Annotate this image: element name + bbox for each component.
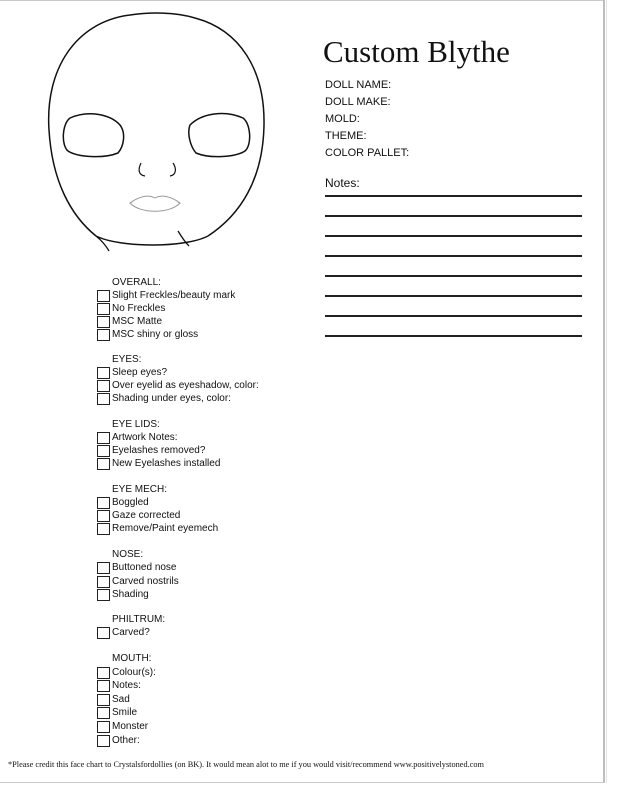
checklist-item-label: Artwork Notes: [112, 431, 178, 443]
checkbox[interactable] [97, 329, 110, 341]
doll-make-field: DOLL MAKE: [325, 96, 391, 108]
checklist-item[interactable] [97, 444, 205, 457]
checklist-item[interactable] [97, 575, 179, 588]
checklist-item-label: New Eyelashes installed [112, 457, 221, 469]
checkbox[interactable] [97, 367, 110, 379]
checklist-item-label: Boggled [112, 496, 149, 508]
mold-field: MOLD: [325, 113, 360, 125]
checkbox[interactable] [97, 667, 110, 679]
page-shadow-right [603, 0, 605, 783]
checklist-item-label: MSC Matte [112, 315, 163, 327]
notes-line [325, 215, 582, 217]
checkbox[interactable] [97, 735, 110, 747]
checkbox[interactable] [97, 380, 110, 392]
notes-label: Notes: [325, 176, 360, 190]
checklist-item[interactable] [97, 720, 148, 733]
checkbox[interactable] [97, 576, 110, 588]
credit-footer: *Please credit this face chart to Crystalsfordollies (on BK). It would mean alot to me if you would visit/recommend www.positivelystoned.com [8, 760, 484, 769]
checkbox[interactable] [97, 627, 110, 639]
checklist-item-label: Sad [112, 693, 130, 705]
checklist-item-label: Slight Freckles/beauty mark [112, 289, 236, 301]
checklist-item[interactable] [97, 522, 218, 535]
notes-line [325, 235, 582, 237]
checkbox[interactable] [97, 589, 110, 601]
checklist-item-label: Carved nostrils [112, 575, 179, 587]
doll-info-fields [325, 77, 409, 162]
theme-field: THEME: [325, 130, 367, 142]
section-heading-nose: NOSE: [112, 549, 144, 560]
checklist-item[interactable] [97, 679, 141, 692]
checklist-item[interactable] [97, 379, 259, 392]
checklist-item[interactable] [97, 366, 167, 379]
checklist-item-label: Carved? [112, 626, 150, 638]
notes-line [325, 315, 582, 317]
section-heading-eye-lids: EYE LIDS: [112, 419, 160, 430]
checklist-item-label: Remove/Paint eyemech [112, 522, 219, 534]
checkbox[interactable] [97, 497, 110, 509]
checkbox[interactable] [97, 458, 110, 470]
notes-line [325, 295, 582, 297]
section-heading-eyes: EYES: [112, 354, 142, 365]
notes-line [325, 255, 582, 257]
checklist-item[interactable] [97, 457, 220, 470]
checkbox[interactable] [97, 721, 110, 733]
customization-checklist [97, 0, 317, 760]
checklist-item[interactable] [97, 734, 140, 747]
checklist-item-label: Smile [112, 706, 138, 718]
checklist-item[interactable] [97, 509, 180, 522]
checklist-item[interactable] [97, 431, 178, 444]
checkbox[interactable] [97, 680, 110, 692]
checklist-item-label: Colour(s): [112, 666, 156, 678]
checklist-item-label: Gaze corrected [112, 509, 181, 521]
checklist-item[interactable] [97, 315, 162, 328]
checkbox[interactable] [97, 290, 110, 302]
checklist-item[interactable] [97, 666, 156, 679]
checklist-item[interactable] [97, 496, 149, 509]
page-title: Custom Blythe [323, 34, 510, 69]
section-heading-eye-mech: EYE MECH: [112, 484, 168, 495]
checkbox[interactable] [97, 510, 110, 522]
checklist-item[interactable] [97, 626, 150, 639]
checkbox[interactable] [97, 393, 110, 405]
checklist-item-label: Monster [112, 720, 149, 732]
checklist-item[interactable] [97, 392, 231, 405]
checkbox[interactable] [97, 432, 110, 444]
section-heading-philtrum: PHILTRUM: [112, 614, 166, 625]
checklist-item[interactable] [97, 706, 137, 719]
checklist-item-label: Sleep eyes? [112, 366, 168, 378]
checklist-item-label: Over eyelid as eyeshadow, color: [112, 379, 259, 391]
checklist-item[interactable] [97, 302, 165, 315]
checklist-item-label: MSC shiny or gloss [112, 328, 199, 340]
checkbox[interactable] [97, 707, 110, 719]
checklist-item[interactable] [97, 588, 149, 601]
section-heading-overall: OVERALL: [112, 277, 161, 288]
checklist-item-label: Buttoned nose [112, 561, 177, 573]
checkbox[interactable] [97, 303, 110, 315]
checklist-item-label: Shading under eyes, color: [112, 392, 231, 404]
checkbox[interactable] [97, 523, 110, 535]
checklist-item-label: Eyelashes removed? [112, 444, 206, 456]
color-pallet-field: COLOR PALLET: [325, 147, 410, 159]
notes-line [325, 275, 582, 277]
checklist-item[interactable] [97, 693, 130, 706]
section-heading-mouth: MOUTH: [112, 653, 152, 664]
checklist-item-label: Shading [112, 588, 149, 600]
checkbox[interactable] [97, 562, 110, 574]
checklist-item[interactable] [97, 289, 235, 302]
page-shadow-right-soft [606, 0, 607, 783]
doll-name-field: DOLL NAME: [325, 79, 392, 91]
checklist-item-label: No Freckles [112, 302, 166, 314]
checkbox[interactable] [97, 316, 110, 328]
checklist-item-label: Other: [112, 734, 140, 746]
notes-line [325, 335, 582, 337]
checklist-item-label: Notes: [112, 679, 141, 691]
checklist-item[interactable] [97, 561, 177, 574]
notes-line [325, 195, 582, 197]
page-border-bottom [0, 782, 605, 783]
checkbox[interactable] [97, 445, 110, 457]
checkbox[interactable] [97, 694, 110, 706]
checklist-item[interactable] [97, 328, 198, 341]
